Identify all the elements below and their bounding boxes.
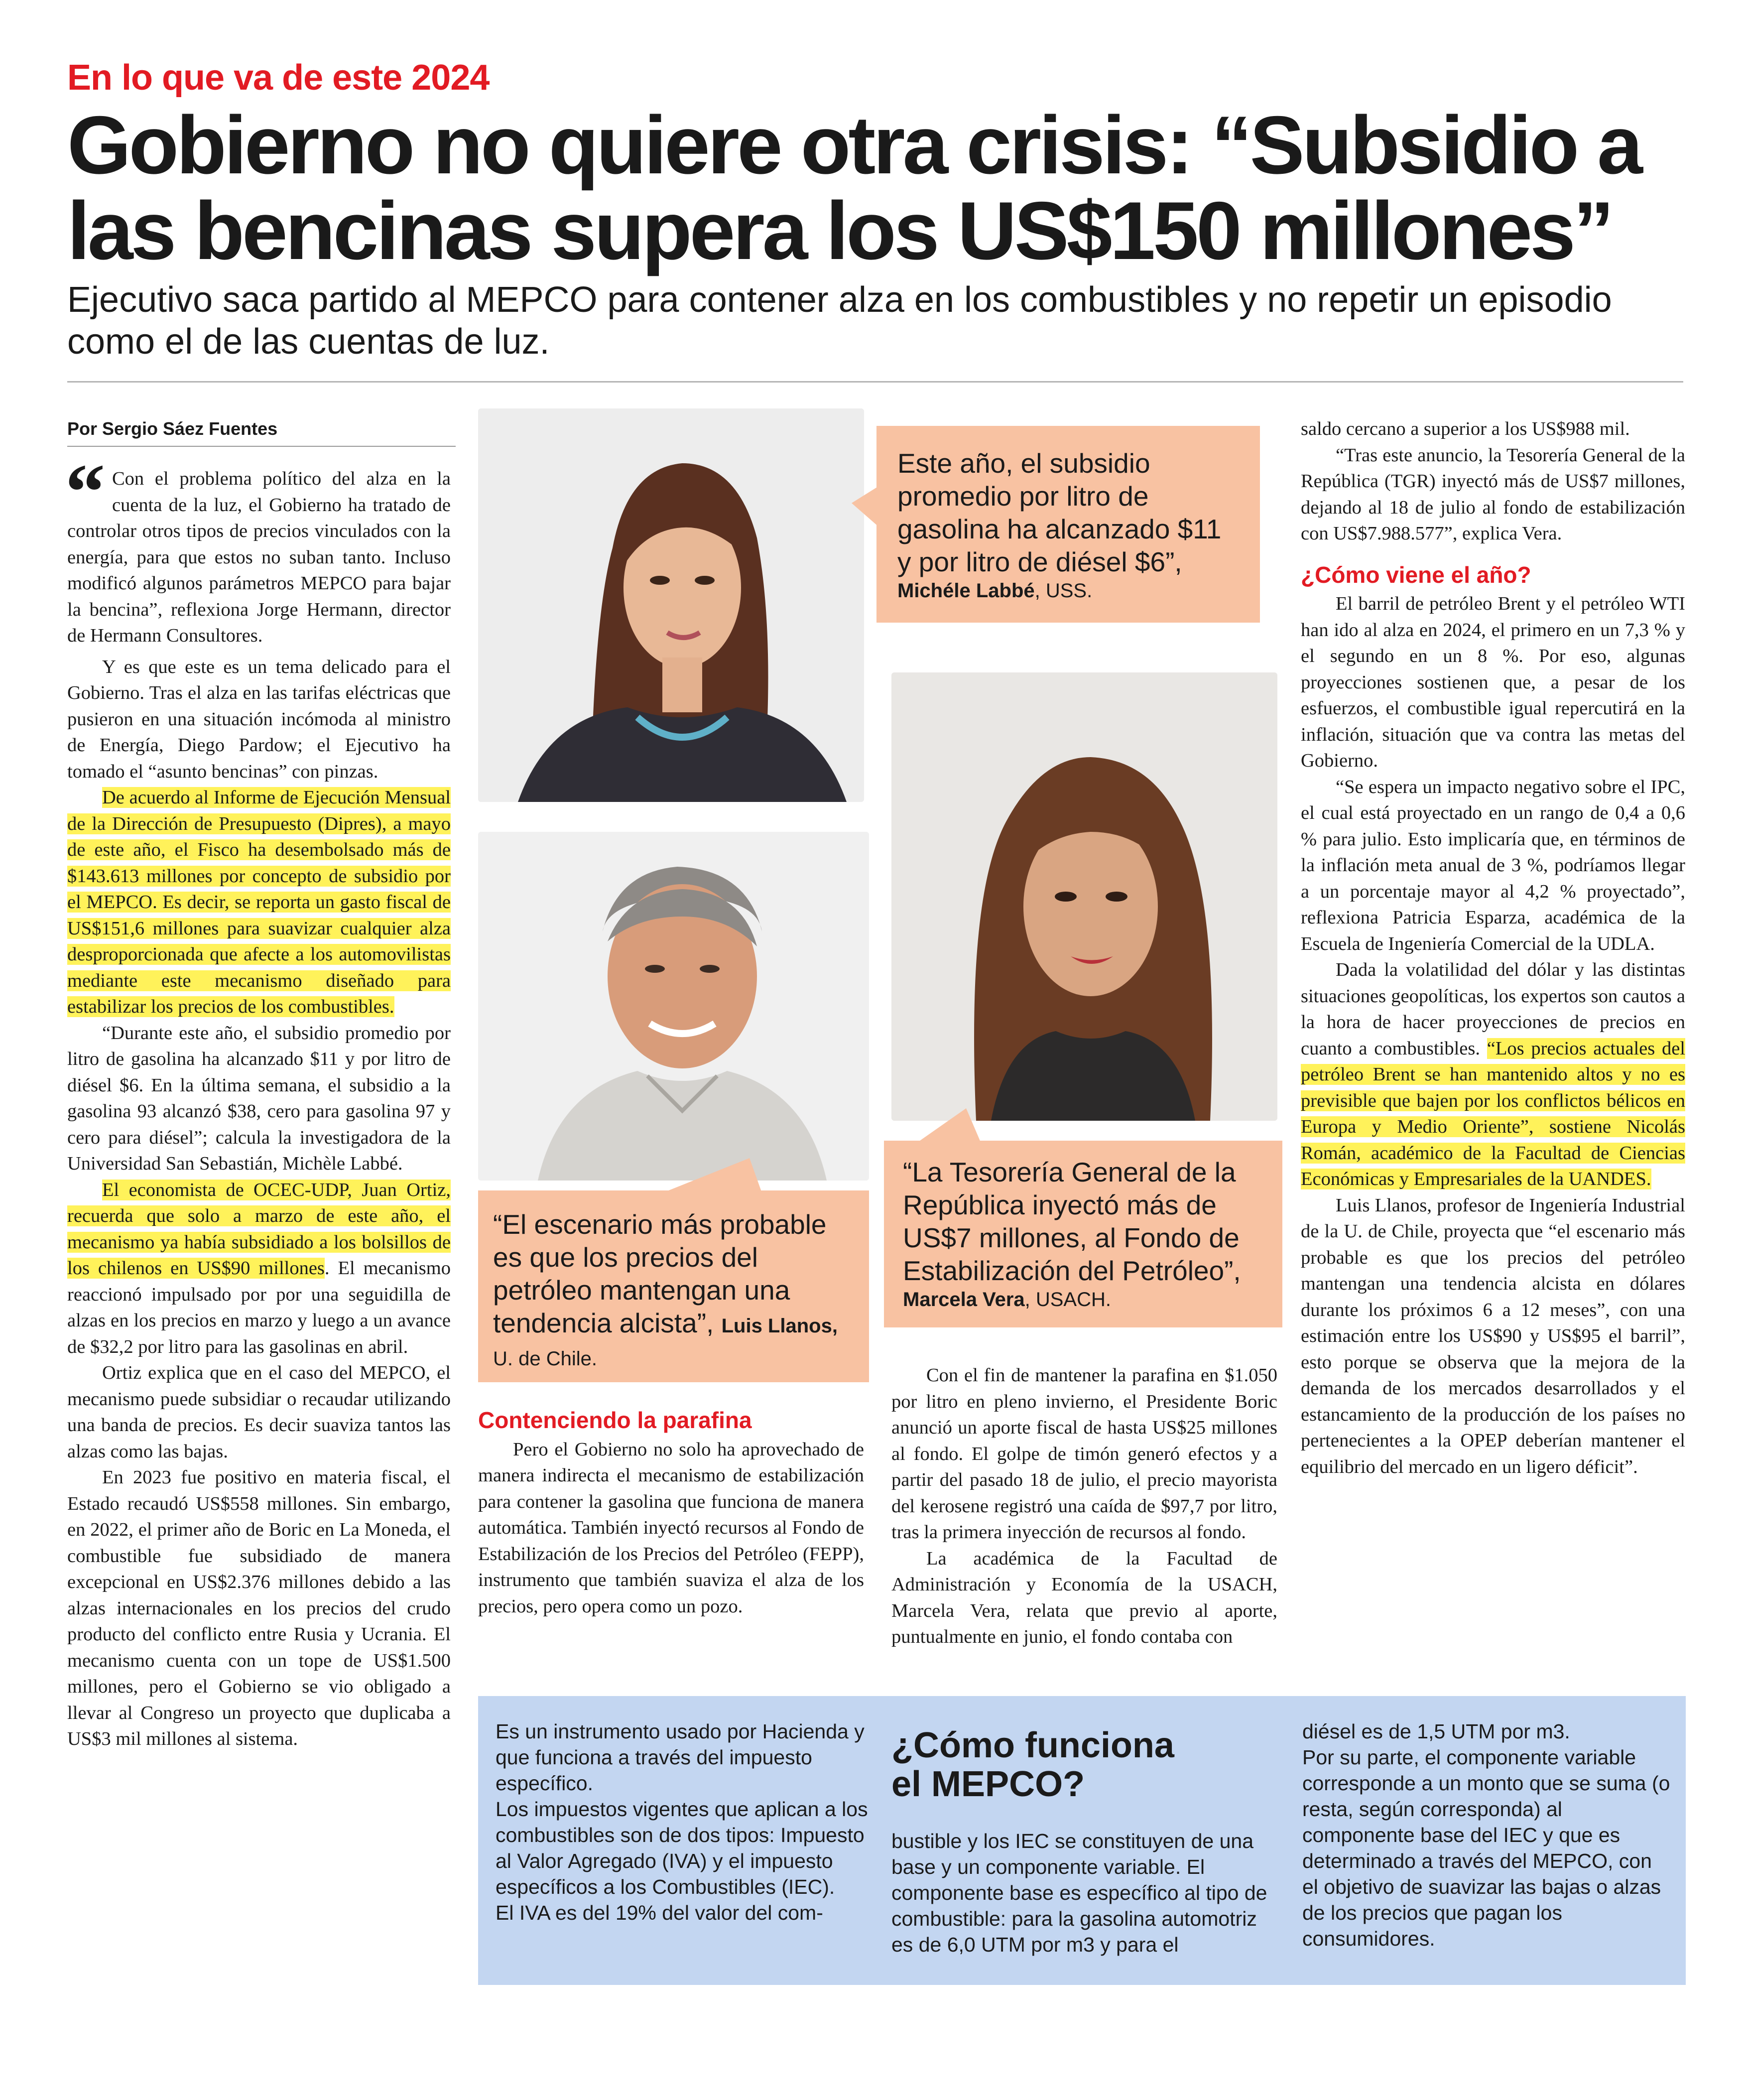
speech-tail-llanos bbox=[662, 1158, 762, 1193]
quote-mark: “ bbox=[65, 447, 105, 536]
speech-tail-labbe bbox=[852, 478, 891, 538]
portrait-man-gray-hair-image bbox=[478, 832, 869, 1181]
column-4 bbox=[1301, 416, 1685, 1480]
quote-bubble-labbe bbox=[876, 426, 1260, 623]
paragraph: “Se espera un impacto negativo sobre el IPC, el cual está proyectado en un rango de 0,4 a 0,6 % para julio. Esto implicaría que, en términos de la inflación meta anual de 3 %, podríamos llegar a un porcentaje mayor al 4,2 % proyectado”, reflexiona Patricia Esparza, académica de la Escuela de Ingeniería Comercial de la UDLA. bbox=[1301, 776, 1685, 954]
quote-text: “El escenario más probable es que los precios del petróleo mantengan una tendencia alcista”, Luis Llanos, U. de Chile. bbox=[493, 1209, 838, 1370]
paragraph: Con el fin de mantener la parafina en $1.050 por litro en pleno invierno, el Presidente Boric anunció un aporte fiscal de hasta US$25 millones al fondo. El golpe de timón generó efectos y a partir del pasado 18 de julio, el precio mayorista del kerosene registró una caída de $97,7 por litro, tras la primera inyección de recursos al fondo. bbox=[891, 1365, 1277, 1543]
column-1 bbox=[65, 447, 451, 1752]
quote-bubble-vera bbox=[884, 1141, 1282, 1327]
paragraph: Ortiz explica que en el caso del MEPCO, el mecanismo puede subsidiar o recaudar utilizando una banda de precios. Es decir suaviza tantos las alzas como las bajas. bbox=[67, 1362, 451, 1462]
paragraph: El barril de petróleo Brent y el petróleo WTI han ido al alza en 2024, el primero en un 7,3 % y el segundo en un 8 %. Por eso, algunas proyecciones sostienen que, a pesar de los esfuerzos, el combustible igual repercutirá en la inflación, situación que va contra las metas del Gobierno. bbox=[1301, 593, 1685, 771]
paragraph: La académica de la Facultad de Administración y Economía de la USACH, Marcela Vera, relata que previo al aporte, puntualmente en junio, el fondo contaba con bbox=[891, 1548, 1277, 1647]
paragraph: “ Con el problema político del alza en la cuenta de la luz, el Gobierno ha tratado de controlar otros tipos de precios vinculados con la energía, para que estos no suban tanto. Incluso modificó algunos parámetros MEPCO para bajar la bencina”, reflexiona Jorge Hermann, director de Hermann Consultores. bbox=[65, 447, 451, 646]
paragraph: Luis Llanos, profesor de Ingeniería Industrial de la U. de Chile, proyecta que “el escenario más probable es que los precios del petróleo mantengan una tendencia alcista en dólares durante los próximos 6 a 12 meses”, con una estimación entre los US$90 y US$95 el barril”, esto porque se observa que la mejora de la demanda de los mercados desarrollados y el estancamiento de la producción de los países no pertenecientes a la OPEP deberían mantener el equilibrio del mercado en un ligero déficit”. bbox=[1301, 1194, 1685, 1477]
header-rule bbox=[67, 381, 1683, 383]
photo-luis-llanos bbox=[478, 832, 869, 1181]
photo-michele-labbe bbox=[478, 408, 864, 802]
paragraph: En 2023 fue positivo en materia fiscal, el Estado recaudó US$558 millones. Sin embargo, en 2022, el primer año de Boric en La Moneda, el combustible fue subsidiado de manera excepcional en US$2.376 millones debido a las alzas internacionales en los precios del crudo producto del conflicto entre Rusia y Ucrania. El mecanismo cuenta con un tope de US$1.500 millones, pero el Gobierno se vio obligado a llevar al Congreso un proyecto que duplicaba a US$3 mil millones al sistema. bbox=[67, 1467, 451, 1749]
section-heading: Contenciendo la parafina bbox=[478, 1407, 752, 1433]
highlighted-text: El economista de OCEC-UDP, Juan Ortiz, recuerda que solo a marzo de este año, el mecanismo ya había subsidiado a los bolsillos de los chilenos en US$90 millones bbox=[67, 1179, 451, 1279]
mepco-info-box bbox=[478, 1696, 1686, 1985]
portrait-woman-dark-hair-image bbox=[478, 408, 864, 802]
quote-attribution-name: Luis Llanos, bbox=[721, 1315, 838, 1337]
quote-attribution: Marcela Vera, USACH. bbox=[903, 1289, 1111, 1311]
photo-marcela-vera bbox=[891, 672, 1277, 1121]
paragraph: “Durante este año, el subsidio promedio por litro de gasolina ha alcanzado $11 y por litro de diésel $6. En la última semana, el subsidio a la gasolina 93 alcanzó $38, cero para gasolina 97 y cero para diésel”; calcula la investigadora de la Universidad San Sebastián, Michèle Labbé. bbox=[67, 1022, 451, 1174]
column-2 bbox=[478, 1407, 864, 1619]
kicker: En lo que va de este 2024 bbox=[67, 58, 490, 98]
quote-bubble-llanos bbox=[478, 1190, 869, 1382]
speech-tail-vera bbox=[916, 1108, 981, 1143]
quote-text: “La Tesorería General de la República inyectó más de US$7 millones, al Fondo de Estabilización del Petróleo”, bbox=[903, 1157, 1241, 1286]
column-3 bbox=[891, 1362, 1277, 1650]
deck: Ejecutivo saca partido al MEPCO para contener alza en los combustibles y no repetir un episodio como el de las cuentas de luz. bbox=[67, 280, 1612, 362]
mepco-column-3: diésel es de 1,5 UTM por m3. Por su parte, el componente variable corresponde a un monto que se suma (o resta, según corresponda) al componente base del IEC y que es determinado a través del MEPCO, con el objetivo de suavizar las bajas o alzas de los precios que pagan los consumidores. bbox=[1302, 1720, 1670, 1950]
headline: Gobierno no quiere otra crisis: “Subsidio a las bencinas supera los US$150 millones” bbox=[67, 99, 1640, 276]
byline-rule bbox=[67, 446, 456, 447]
paragraph bbox=[67, 785, 451, 1020]
portrait-woman-long-hair-image bbox=[891, 672, 1277, 1121]
mepco-title: ¿Cómo funciona el MEPCO? bbox=[891, 1725, 1174, 1804]
paragraph: Y es que este es un tema delicado para el Gobierno. Tras el alza en las tarifas eléctricas que pusieron en una situación incómoda al ministro de Energía, Diego Pardow; el Ejecutivo ha tomado el “asunto bencinas” con pinzas. bbox=[67, 656, 451, 782]
mepco-column-1: Es un instrumento usado por Hacienda y que funciona a través del impuesto específico. Los impuestos vigentes que aplican a los combustibles son de dos tipos: Impuesto al Valor Agregado (IVA) y el impuesto específicos a los Combustibles (IEC). El IVA es del 19% del valor del com- bbox=[496, 1720, 868, 1924]
highlighted-text: De acuerdo al Informe de Ejecución Mensual de la Dirección de Presupuesto (Dipres), a mayo de este año, el Fisco ha desembolsado más de $143.613 millones por concepto de subsidio por el MEPCO. Es decir, se reporta un gasto fiscal de US$151,6 millones para suavizar cualquier alza desproporcionada que afecte a los automovilistas mediante este mecanismo diseñado para estabilizar los precios de los combustibles. bbox=[67, 787, 451, 1017]
quote-attribution: Michéle Labbé, USS. bbox=[897, 580, 1093, 602]
paragraph: “Tras este anuncio, la Tesorería General de la República (TGR) inyectó más de US$7 millones, dejando al 18 de julio al fondo de estabilización con US$7.988.577”, explica Vera. bbox=[1301, 444, 1685, 544]
quote-text: Este año, el subsidio promedio por litro de gasolina ha alcanzado $11 y por litro de diésel $6”, bbox=[897, 448, 1222, 577]
paragraph: saldo cercano a superior a los US$988 mil. bbox=[1301, 418, 1630, 439]
paragraph: Pero el Gobierno no solo ha aprovechado de manera indirecta el mecanismo de estabilización para contener la gasolina que funciona de manera automática. También inyectó recursos al Fondo de Estabilización de los Precios del Petróleo (FEPP), instrumento que también suaviza el alza de los precios, pero opera como un pozo. bbox=[478, 1439, 864, 1617]
mepco-column-2: bustible y los IEC se constituyen de una base y un componente variable. El componente base es específico al tipo de combustible: para la gasolina automotriz es de 6,0 UTM por m3 y para el bbox=[891, 1830, 1267, 1956]
section-heading: ¿Cómo viene el año? bbox=[1301, 561, 1531, 588]
paragraph: Dada la volatilidad del dólar y las distintas situaciones geopolíticas, los expertos son cautos a la hora de hacer proyecciones de precios en cuanto a combustibles. “Los precios actuales del petróleo Brent se han mantenido altos y no es previsible que bajen por los conflictos bélicos en Europa y Medio Oriente”, sostiene Nicolás Román, académico de la Facultad de Ciencias Económicas y Empresariales de la UANDES. bbox=[1301, 959, 1686, 1189]
highlighted-text: “Los precios actuales del petróleo Brent se han mantenido altos y no es previsible que bajen por los conflictos bélicos en Europa y Medio Oriente”, sostiene Nicolás Román, académico de la Facultad de Ciencias Económicas y Empresariales de la UANDES. bbox=[1301, 1038, 1686, 1189]
paragraph: El economista de OCEC-UDP, Juan Ortiz, recuerda que solo a marzo de este año, el mecanismo ya había subsidiado a los bolsillos de los chilenos en US$90 millones. El mecanismo reaccionó impulsado por por una seguidilla de alzas en los precios en marzo y luego a un avance de $32,2 por litro para las gasolinas en abril. bbox=[67, 1179, 451, 1357]
byline: Por Sergio Sáez Fuentes bbox=[67, 418, 278, 439]
